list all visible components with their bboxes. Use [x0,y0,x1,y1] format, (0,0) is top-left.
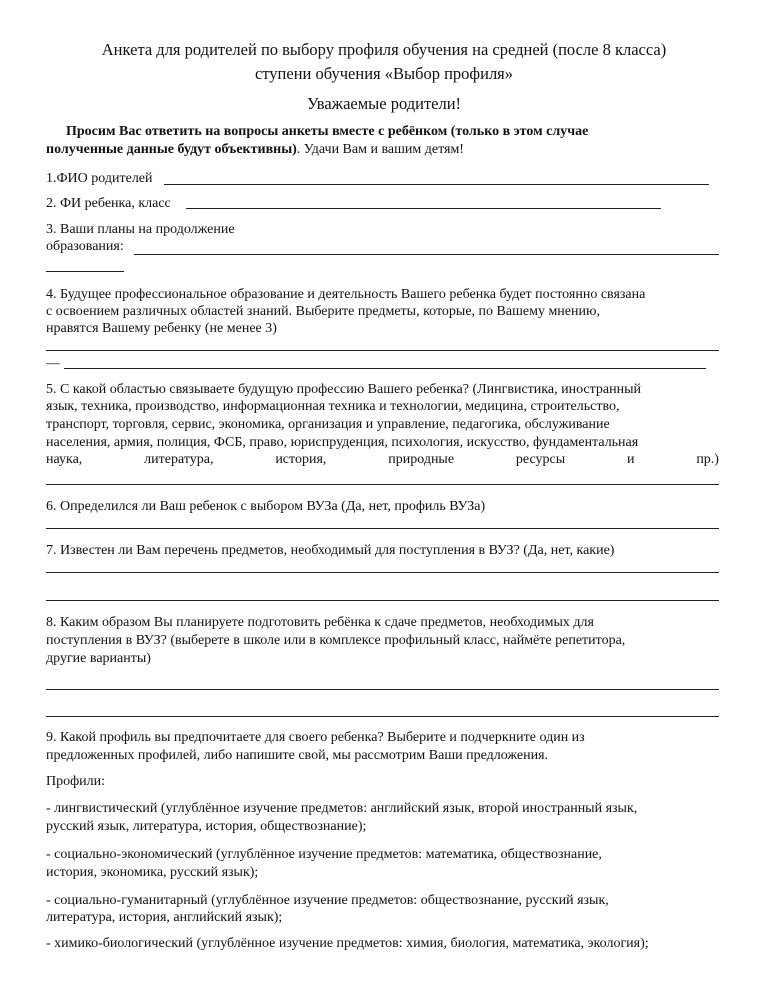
intro-line1: Просим Вас ответить на вопросы анкеты вместе с ребёнком (только в этом случае [66,124,589,139]
question-5-word: ресурсы [515,452,566,467]
question-5-word: литература, [144,452,214,467]
question-5-line5 [46,451,719,468]
question-3-label-line1: 3. Ваши планы на продолжение [46,222,235,237]
question-5-line1: 5. С какой областью связываете будущую профессию Вашего ребенка? (Лингвистика, иностранный [46,382,642,397]
answer-line-q6[interactable] [46,528,719,529]
profile-chembio-line1: - химико-биологический (углублённое изучение предметов: химия, биология, математика, экология); [46,936,649,951]
question-8-line2: поступления в ВУЗ? (выберете в школе или в комплексе профильный класс, наймёте репетитора, [46,633,626,648]
profile-socioeconomic-line2: история, экономика, русский язык); [46,865,259,880]
question-5-line2: язык, техника, производство, информационная техника и технологии, медицина, строительство, [46,399,620,414]
question-4-line2: с освоением различных областей знаний. Выберите предметы, которые, по Вашему мнению, [46,304,600,319]
profile-sociohumanitarian-line1: - социально-гуманитарный (углублённое изучение предметов: обществознание, русский язык, [46,893,609,908]
answer-line-q3[interactable] [134,254,719,255]
question-7-label: 7. Известен ли Вам перечень предметов, необходимый для поступления в ВУЗ? (Да, нет, какие) [46,543,615,558]
answer-line-q1[interactable] [164,184,709,185]
question-6-label: 6. Определился ли Ваш ребенок с выбором ВУЗа (Да, нет, профиль ВУЗа) [46,499,486,514]
answer-line-q7-1[interactable] [46,572,719,573]
question-5-word: пр.) [696,452,719,467]
question-2-label: 2. ФИ ребенка, класс [46,196,171,211]
greeting: Уважаемые родители! [306,94,462,113]
profile-socioeconomic-line1: - социально-экономический (углублённое изучение предметов: математика, обществознание, [46,847,602,862]
document-title-line1: Анкета для родителей по выбору профиля обучения на средней (после 8 класса) [101,40,667,59]
question-3-label-line2: образования: [46,239,124,254]
intro-line2 [46,141,464,158]
answer-line-q4-1[interactable] [46,350,719,351]
question-8-line1: 8. Каким образом Вы планируете подготовить ребёнка к сдаче предметов, необходимых для [46,615,594,630]
answer-line-q5[interactable] [46,484,719,485]
question-9-line2: предложенных профилей, либо напишите свой, мы рассмотрим Ваши предложения. [46,748,549,763]
question-4-line3: нравятся Вашему ребенку (не менее 3) [46,321,277,336]
question-5-line3: транспорт, торговля, сервис, экономика, организация и управление, педагогика, обслуживание [46,417,610,432]
profiles-heading: Профили: [46,774,106,789]
answer-line-q3-continued[interactable] [46,271,124,272]
answer-line-q4-2[interactable] [64,368,706,369]
profile-linguistic-line1: - лингвистический (углублённое изучение предметов: английский язык, второй иностранный язык, [46,801,638,816]
question-5-word: природные [388,452,455,467]
profile-linguistic-line2: русский язык, литература, история, обществознание); [46,819,367,834]
question-5-word: и [626,452,635,467]
document-title-line2: ступени обучения «Выбор профиля» [254,64,514,83]
question-5-word: наука, [46,452,83,467]
question-8-line3: другие варианты) [46,651,151,666]
answer-line-q7-2[interactable] [46,600,719,601]
question-1-label: 1.ФИО родителей [46,171,153,186]
intro-rest-text: . Удачи Вам и вашим детям! [296,142,464,157]
answer-line-q2[interactable] [186,208,661,209]
profile-sociohumanitarian-line2: литература, история, английский язык); [46,910,283,925]
question-9-line1: 9. Какой профиль вы предпочитаете для своего ребенка? Выберите и подчеркните один из [46,730,585,745]
intro-bold-text: полученные данные будут объективны) [46,142,297,157]
question-4-line1: 4. Будущее профессиональное образование и деятельность Вашего ребенка будет постоянно связана [46,287,646,302]
question-5-word: история, [275,452,327,467]
answer-dash-q4: — [46,356,60,371]
answer-line-q8-2[interactable] [46,716,719,717]
question-5-line4: населения, армия, полиция, ФСБ, право, юриспруденция, психология, искусство, фундаментальная [46,435,639,450]
answer-line-q8-1[interactable] [46,689,719,690]
